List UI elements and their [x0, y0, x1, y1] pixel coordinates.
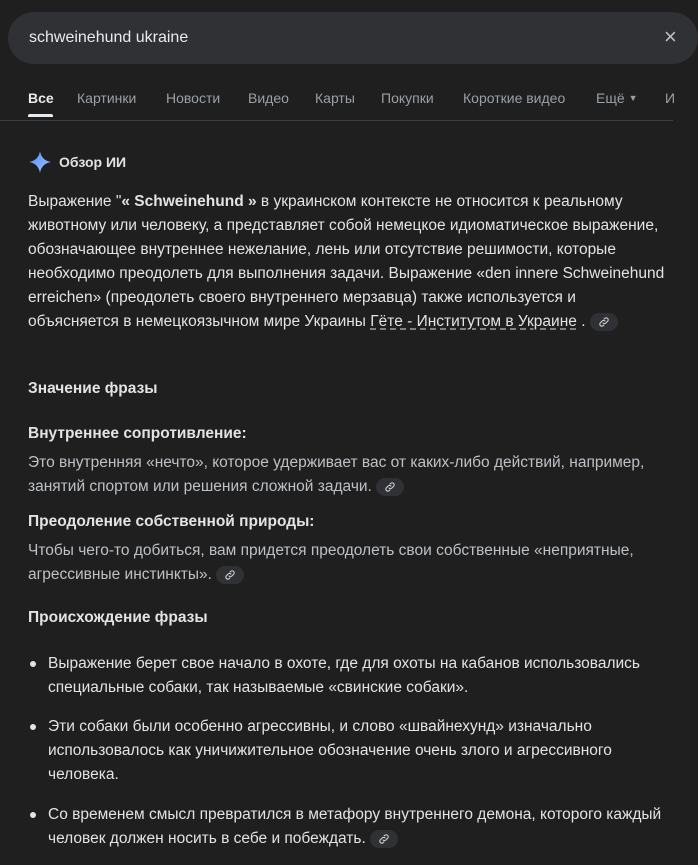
item-2-text: Чтобы чего-то добиться, вам придется преодолеть свои собственные «неприятные, агрессивные инстинкты». [28, 542, 634, 583]
ai-overview-title: Обзор ИИ [59, 154, 127, 170]
origin-bullet-1: Выражение берет свое начало в охоте, где для охоты на кабанов использовались специальные собаки, так называемые «свинские собаки». [48, 655, 640, 696]
intro-text-3: . [576, 313, 586, 330]
intro-term: « Schweinehund » [121, 193, 257, 210]
tab-all[interactable]: Все [28, 90, 54, 106]
source-link-chip[interactable] [376, 478, 404, 496]
tab-tools[interactable]: И [665, 90, 676, 106]
tab-news[interactable]: Новости [166, 90, 221, 106]
tab-short-videos[interactable]: Короткие видео [463, 90, 566, 106]
gemini-sparkle-icon [28, 150, 52, 174]
ai-overview-header [28, 150, 126, 174]
origin-heading: Происхождение фразы [28, 609, 208, 626]
source-link-chip[interactable] [370, 830, 398, 848]
tab-maps[interactable]: Карты [315, 90, 355, 106]
active-tab-indicator [28, 114, 53, 117]
meaning-heading: Значение фразы [28, 380, 158, 397]
source-link-chip[interactable] [216, 566, 244, 584]
link-icon [384, 481, 396, 493]
link-icon [224, 569, 236, 581]
tab-images[interactable]: Картинки [77, 90, 137, 106]
intro-text-1: Выражение " [28, 193, 122, 210]
list-item [28, 652, 668, 700]
source-link-chip[interactable] [590, 313, 618, 331]
item-2-title: Преодоление собственной природы: [28, 513, 315, 530]
origin-bullet-2: Эти собаки были особенно агрессивны, и слово «швайнехунд» изначально использовалось как уничижительное обозначение очень злого и агрессивного человека. [48, 718, 612, 783]
intro-text-2: в украинском контексте не относится к реальному животному или человеку, а представляет собой немецкое идиоматическое выражение, обозначающее внутреннее нежелание, лень или отсутствие решимости, которые необходимо преодолеть для выполнения задачи. Выражение «den innere Schweinehund erreichen» (преодолеть своего внутреннего мерзавца) также используется и объясняется в немецкоязычном мире Украины [28, 193, 665, 330]
tab-shopping[interactable]: Покупки [381, 90, 434, 106]
close-icon[interactable]: × [664, 24, 677, 49]
tab-more[interactable] [596, 90, 638, 106]
caret-down-icon: ▼ [628, 93, 638, 103]
goethe-institut-link[interactable]: Гёте - Институтом в Украине [370, 313, 577, 330]
tab-video[interactable]: Видео [248, 90, 289, 106]
list-item [28, 715, 668, 787]
search-bar[interactable] [8, 12, 698, 64]
list-item [28, 803, 668, 851]
item-1-title: Внутреннее сопротивление: [28, 425, 247, 442]
link-icon [598, 316, 610, 328]
link-icon [378, 833, 390, 845]
item-2-text-block [28, 539, 668, 587]
item-1-text-block [28, 451, 668, 499]
tab-more-label: Ещё [596, 90, 625, 106]
item-1-text: Это внутренняя «нечто», которое удерживает вас от каких-либо действий, например, занятий спортом или решения сложной задачи. [28, 454, 645, 495]
search-tabs [0, 86, 676, 121]
search-input[interactable]: schweinehund ukraine [29, 29, 189, 46]
origin-bullet-3: Со временем смысл превратился в метафору внутреннего демона, которого каждый человек должен носить в себе и побеждать. [48, 806, 662, 847]
ai-overview-intro [28, 190, 668, 334]
